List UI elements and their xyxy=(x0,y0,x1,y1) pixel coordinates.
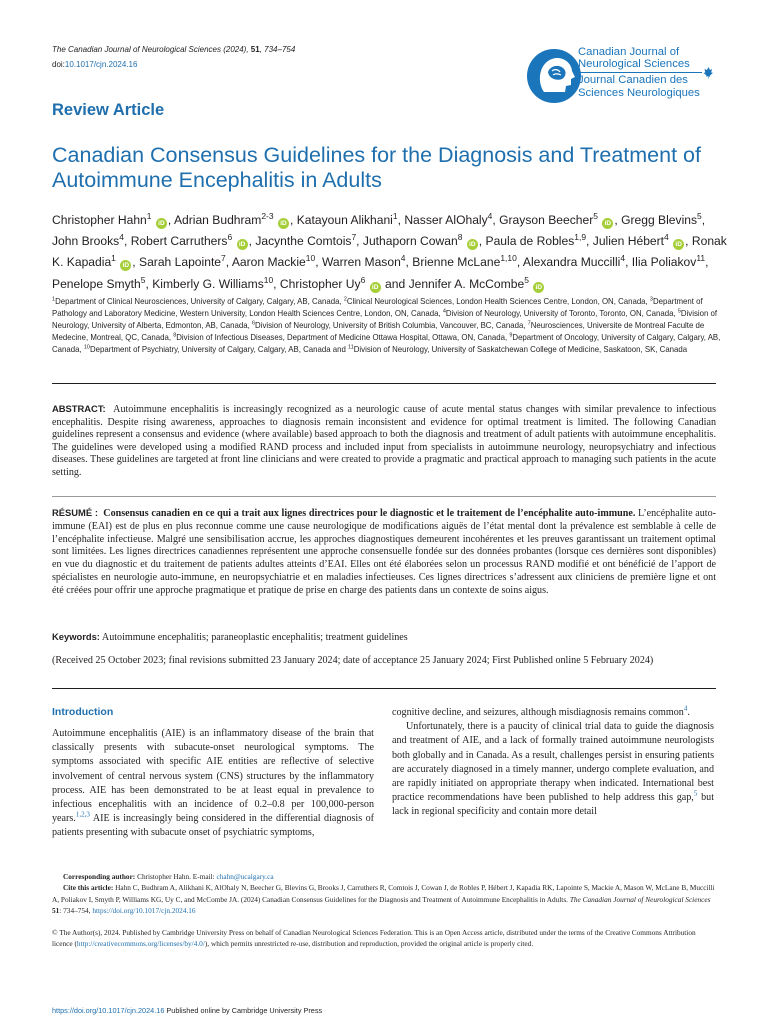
cite-text: Hahn C, Budhram A, Alikhani K, AlOhaly N, Beecher G, Blevins G, Brooks J, Carruthers R, Comtois J, Cowan J, de Robles P, Hébert J, Kapadia RK, Lapointe S, Mackie A, Mason W, McLane B, Muccilli A, Poliakov I, Smyth P, Williams KG, Uy C, and McCombe JA. (2024) Canadian Consensus Guidelines for the Diagnosis and Treatment of Autoimmune Encephalitis in Adults. xyxy=(52,883,715,904)
author-name: Jacynthe Comtois xyxy=(255,234,352,249)
affiliation-text: Division of Neurology, University of British Columbia, Vancouver, BC, Canada, xyxy=(255,321,528,331)
author xyxy=(52,234,131,248)
author-affiliation-ref: 1 xyxy=(111,253,116,264)
intro-text: Autoimmune encephalitis (AIE) is an inflammatory disease of the brain that classically presents with subacute-onset neurological symptoms. The symptoms associated with specific AIE entities are reflective of selective involvement of central nervous system (CNS) structures by the inflammatory process. AIE has been demonstrated to be at least equal in prevalence to infectious encephalitis with an incidence of 0.2–0.8 per 100,000-person years. xyxy=(52,728,374,825)
author-separator: , xyxy=(614,213,622,227)
author-affiliation-ref: 2-3 xyxy=(261,210,274,221)
orcid-icon[interactable]: iD xyxy=(156,218,167,229)
affiliation-number: 2 xyxy=(343,296,347,303)
author-list xyxy=(52,210,732,295)
author-affiliation-ref: 10 xyxy=(305,253,316,264)
author-name: Adrian Budhram xyxy=(173,213,262,227)
corresponding-author xyxy=(52,871,716,882)
author-name: Grayson Beecher xyxy=(499,213,594,227)
license-link[interactable]: http://creativecommons.org/licenses/by/4.0/ xyxy=(76,939,205,949)
author-separator: , xyxy=(356,234,363,249)
author xyxy=(593,234,692,248)
author-name: Robert Carruthers xyxy=(130,234,228,249)
keywords-text: Autoimmune encephalitis; paraneoplastic encephalitis; treatment guidelines xyxy=(101,632,408,643)
cite-doi-link[interactable]: https://doi.org/10.1017/cjn.2024.16 xyxy=(92,905,196,915)
author-name: Aaron Mackie xyxy=(231,255,306,270)
affiliation-text: Division of Neurology, University of Toronto, Toronto, ON, Canada, xyxy=(445,309,678,319)
affiliation-text: Division of Neurology, University of Saskatchewan College of Medicine, Saskatoon, SK, Canada xyxy=(353,345,688,355)
doi-link[interactable]: 10.1017/cjn.2024.16 xyxy=(64,60,138,69)
author-name: John Brooks xyxy=(52,234,120,249)
cite-label: Cite this article: xyxy=(63,883,114,893)
author-affiliation-ref: 5 xyxy=(524,274,529,285)
author-separator: , xyxy=(701,213,706,227)
intro-text: Unfortunately, there is a paucity of clinical trial data to guide the diagnosis and treatment of AIE, and a lack of formally trained autoimmune neurologists both globally and in Canada. As a result, challenges persist in ensuring patients are accurately diagnosed in a timely manner, undergo complete evaluation, and are rapidly initiated on appropriate therapy when indicated. International best practice recommendations have been published to help address this gap, xyxy=(392,721,714,804)
author-affiliation-ref: 8 xyxy=(457,232,463,243)
author xyxy=(322,255,412,269)
author xyxy=(232,255,322,269)
footer-text: Published online by Cambridge University Press xyxy=(164,1006,323,1015)
orcid-icon[interactable]: iD xyxy=(278,218,289,229)
affiliation-number: 6 xyxy=(251,320,256,327)
affiliation-text: Department of Oncology, University of Calgary, Calgary, AB, Canada, xyxy=(52,333,721,355)
orcid-icon[interactable]: iD xyxy=(370,282,381,293)
orcid-icon[interactable]: iD xyxy=(602,218,613,229)
license-notice xyxy=(52,927,716,950)
orcid-icon[interactable]: iD xyxy=(237,239,248,250)
intro-text: cognitive decline, and seizures, although misdiagnosis remains common xyxy=(392,707,684,718)
author xyxy=(131,234,256,248)
abstract-label: ABSTRACT: xyxy=(52,403,106,414)
license-text: © The Author(s), 2024. Published by Cambridge University Press on behalf of Canadian Neurological Sciences Federation. This is an Open Access article, distributed under the terms of the Creative Commons Attribution licence ( xyxy=(52,928,696,949)
intro-paragraph xyxy=(52,727,374,841)
affiliation-number: 7 xyxy=(527,320,531,327)
author-name: Ilia Poliakov xyxy=(631,255,697,270)
author xyxy=(296,210,405,227)
affiliation-text: Clinical Neurological Sciences, London Health Sciences Centre, London, ON, Canada, xyxy=(346,297,650,306)
author-separator: , xyxy=(145,276,153,291)
divider xyxy=(52,496,716,497)
affiliation-text: Division of Neurology, University of Alberta, Edmonton, AB, Canada, xyxy=(52,309,718,331)
section-heading-introduction: Introduction xyxy=(52,706,114,718)
author-separator: , xyxy=(248,234,256,249)
author-separator: , xyxy=(315,255,322,270)
author xyxy=(139,255,232,269)
author xyxy=(632,255,709,269)
page-footer xyxy=(52,1006,322,1015)
author-affiliation-ref: 7 xyxy=(351,232,357,243)
journal-volume: 51 xyxy=(250,45,260,54)
author-affiliation-ref: 6 xyxy=(227,232,233,243)
author-separator: , xyxy=(405,255,413,270)
author-affiliation-ref: 1 xyxy=(146,210,152,221)
author xyxy=(412,255,523,269)
citation-ref[interactable]: 1,2,3 xyxy=(75,810,90,819)
author-affiliation-ref: 4 xyxy=(664,232,669,243)
author-affiliation-ref: 4 xyxy=(620,253,626,264)
intro-text: . xyxy=(687,707,690,718)
affiliation-number: 8 xyxy=(173,332,177,339)
resume-title: Consensus canadien en ce qui a trait aux lignes directrices pour le diagnostic et le traitement de l’encéphalite auto-immune. xyxy=(103,508,636,519)
author-name: Paula de Robles xyxy=(485,234,575,249)
author xyxy=(408,274,546,291)
affiliation-text: Division of Infectious Diseases, Department of Medicine Ottawa Hospital, Ottawa, ON, Canada, xyxy=(176,333,510,343)
author-name: Juthaporn Cowan xyxy=(362,234,458,249)
author-name: Alexandra Muccilli xyxy=(522,255,621,270)
author xyxy=(173,210,297,227)
affiliation-text: Neurosciences, Universite de Montreal Faculte de Medecine, Montreal, QC, Canada, xyxy=(52,321,705,343)
author-affiliation-ref: 5 xyxy=(140,274,146,285)
author-affiliation-ref: 4 xyxy=(487,210,493,221)
journal-citation-line xyxy=(52,45,295,54)
keywords-label: Keywords: xyxy=(52,631,100,642)
author-separator: , xyxy=(586,234,593,249)
author-name: Christopher Uy xyxy=(279,276,361,291)
divider xyxy=(52,383,716,384)
license-text: ), which permits unrestricted re-use, distribution and reproduction, provided the original article is properly cited. xyxy=(204,939,534,949)
author-separator: , xyxy=(167,213,174,227)
author xyxy=(52,274,153,291)
journal-logo-text xyxy=(578,46,702,99)
author-separator: , xyxy=(705,255,709,270)
author-separator: , xyxy=(225,255,232,270)
author-separator: , xyxy=(132,255,139,270)
doi-line xyxy=(52,60,137,69)
affiliation-number: 1 xyxy=(52,296,56,303)
author-separator: , xyxy=(492,213,500,227)
affiliation-number: 3 xyxy=(649,296,653,303)
intro-text: but lack in regional specificity and contain more detail xyxy=(392,792,715,818)
author-name: Penelope Smyth xyxy=(52,276,141,291)
author-affiliation-ref: 4 xyxy=(400,253,406,264)
affiliation-number: 4 xyxy=(442,308,446,315)
author-affiliation-ref: 1,10 xyxy=(500,253,517,264)
author-affiliation-ref: 10 xyxy=(263,274,274,285)
affiliation-number: 11 xyxy=(348,344,354,351)
author-name: Julien Hébert xyxy=(592,234,665,249)
author xyxy=(404,210,500,227)
logo-en-line2: Neurological Sciences xyxy=(578,58,690,71)
citation-ref[interactable]: 4 xyxy=(683,704,688,713)
affiliation-number: 10 xyxy=(83,344,90,351)
author-name: Nasser AlOhaly xyxy=(404,213,488,227)
author xyxy=(486,234,593,248)
orcid-icon[interactable]: iD xyxy=(467,239,478,250)
author-affiliation-ref: 4 xyxy=(119,232,124,243)
author xyxy=(499,210,622,227)
author-affiliation-ref: 11 xyxy=(696,253,706,264)
author-affiliation-ref: 7 xyxy=(221,253,226,264)
cite-this-article xyxy=(52,882,716,916)
author-separator: , xyxy=(516,255,523,270)
email-link[interactable]: chahn@ucalgary.ca xyxy=(216,872,274,881)
orcid-icon[interactable]: iD xyxy=(533,282,544,293)
author-name: Ronak K. Kapadia xyxy=(52,234,727,270)
author-name: Gregg Blevins xyxy=(621,213,698,227)
journal-pages: , 734–754 xyxy=(259,45,296,54)
author-separator: , xyxy=(397,213,405,227)
author-separator: and xyxy=(381,276,409,291)
logo-divider xyxy=(578,72,702,73)
author-name: Sarah Lapointe xyxy=(139,255,222,270)
author-name: Christopher Hahn xyxy=(52,213,147,227)
maple-leaf-icon xyxy=(704,67,714,79)
author-separator: , xyxy=(273,276,280,291)
author xyxy=(152,274,280,291)
logo-en-line1: Canadian Journal of xyxy=(578,46,680,58)
orcid-icon[interactable]: iD xyxy=(673,239,684,250)
author-name: Kimberly G. Williams xyxy=(152,276,264,291)
corresponding-label: Corresponding author: xyxy=(63,872,136,881)
author xyxy=(523,255,632,269)
keywords xyxy=(52,631,716,643)
affiliation-text: Department of Psychiatry, University of Calgary, Calgary, AB, Canada and xyxy=(89,345,349,355)
affiliation-number: 5 xyxy=(677,308,681,315)
footer-doi-link[interactable]: https://doi.org/10.1017/cjn.2024.16 xyxy=(52,1006,165,1015)
cite-volume: 51 xyxy=(52,905,60,915)
author xyxy=(363,234,486,248)
author-affiliation-ref: 1 xyxy=(392,210,398,221)
author-separator: , xyxy=(685,234,692,249)
author xyxy=(52,210,174,227)
logo-fr-line1: Journal Canadien des xyxy=(578,74,688,87)
received-dates: (Received 25 October 2023; final revisions submitted 23 January 2024; date of acceptance 25 January 2024; First Published online 5 February 2024) xyxy=(52,655,654,666)
author-affiliation-ref: 1,9 xyxy=(574,232,587,243)
author-affiliation-ref: 6 xyxy=(360,274,366,285)
author-name: Warren Mason xyxy=(321,255,401,270)
abstract-text: Autoimmune encephalitis is increasingly recognized as a neurologic cause of acute mental status changes with similar prevalence to infectious encephalitis. Despite rising awareness, approaches to diagnosis remain inconsistent and evidence for optimal treatment is limited. The following Canadian guidelines represent a consensus and evidence (where available) based approach to both the diagnosis and treatment of adult patients with autoimmune encephalitis. The guidelines were developed using a modified RAND process and included input from specialists in autoimmune neurology, neuropsychiatry and infectious diseases. These guidelines are targeted at front line clinicians and were created to provide a pragmatic and practical approach to managing such patients in the acute setting. xyxy=(52,404,716,478)
affiliation-number: 9 xyxy=(509,332,513,339)
body-column-left xyxy=(52,727,374,841)
abstract xyxy=(52,403,716,479)
author-affiliation-ref: 5 xyxy=(697,210,702,221)
author xyxy=(621,210,706,227)
cite-journal: The Canadian Journal of Neurological Sciences xyxy=(569,894,711,904)
intro-paragraph xyxy=(392,720,714,819)
intro-text: AIE is increasingly being considered in the differential diagnosis of patients presenting with subacute onset of psychiatric symptoms, xyxy=(52,813,374,839)
citation-ref[interactable]: 5 xyxy=(693,789,698,798)
author-separator: , xyxy=(289,213,297,227)
resume xyxy=(52,507,716,598)
affiliation-text: Department of Pathology and Laboratory Medicine, Western University, London Health Sciences Centre, London, ON, Canada, xyxy=(52,297,703,319)
logo-fr-line2: Sciences Neurologiques xyxy=(578,86,700,99)
author xyxy=(279,274,409,291)
doi-label: doi: xyxy=(52,60,65,69)
author-separator: , xyxy=(123,234,131,249)
resume-label: RÉSUMÉ : xyxy=(52,507,98,518)
author-separator: , xyxy=(625,255,632,270)
affiliation-text: Department of Clinical Neurosciences, University of Calgary, Calgary, AB, Canada, xyxy=(55,297,344,306)
author xyxy=(255,234,363,248)
divider xyxy=(52,688,716,689)
article-type: Review Article xyxy=(52,101,165,119)
journal-name: The Canadian Journal of Neurological Sciences xyxy=(52,45,221,54)
author-affiliation-ref: 5 xyxy=(593,210,598,221)
resume-text: L’encéphalite auto-immune (EAI) est de plus en plus reconnue comme une cause neurologique de modifications aiguës de l’état mental dont la prévalence est semblable à celle de l’encéphalite infectieuse. Malgré une sensibilisation accrue, les approches diagnostiques demeurent incohérentes et les preuves garantissant un traitement optimal sont limitées. Les lignes directrices canadiennes représentent une approche consensuelle fondée sur des données probantes (lorsque ces dernières sont disponibles) en vue du diagnostic et du traitement de patients adultes atteints d’EAI. Elles ont été élaborées selon un processus RAND modifié et ont bénéficié de l’apport de spécialistes en neurologie auto-immune, en neuropsychiatrie et en maladies infectieuses. Ces lignes directrices s’adressent aux cliniciens de première ligne et ont été créées pour offrir une approche pragmatique et pratique de prise en charge des patients dans un contexte de soins aigus. xyxy=(52,508,716,596)
author-name: Brienne McLane xyxy=(412,255,501,270)
affiliations xyxy=(52,296,732,356)
author-name: Jennifer A. McCombe xyxy=(408,276,525,291)
brain-head-icon xyxy=(527,49,581,103)
orcid-icon[interactable]: iD xyxy=(120,260,131,271)
article-title: Canadian Consensus Guidelines for the Diagnosis and Treatment of Autoimmune Encephalitis in Adults xyxy=(52,143,701,192)
corresponding-text: Christopher Hahn. E-mail: xyxy=(135,872,217,881)
journal-year: (2024), xyxy=(221,45,251,54)
cite-pages: : 734–754, xyxy=(59,905,93,915)
author-separator: , xyxy=(478,234,486,249)
author-name: Katayoun Alikhani xyxy=(296,213,393,227)
intro-paragraph xyxy=(392,706,714,720)
correspondence-block xyxy=(52,871,716,916)
body-column-right xyxy=(392,706,714,820)
